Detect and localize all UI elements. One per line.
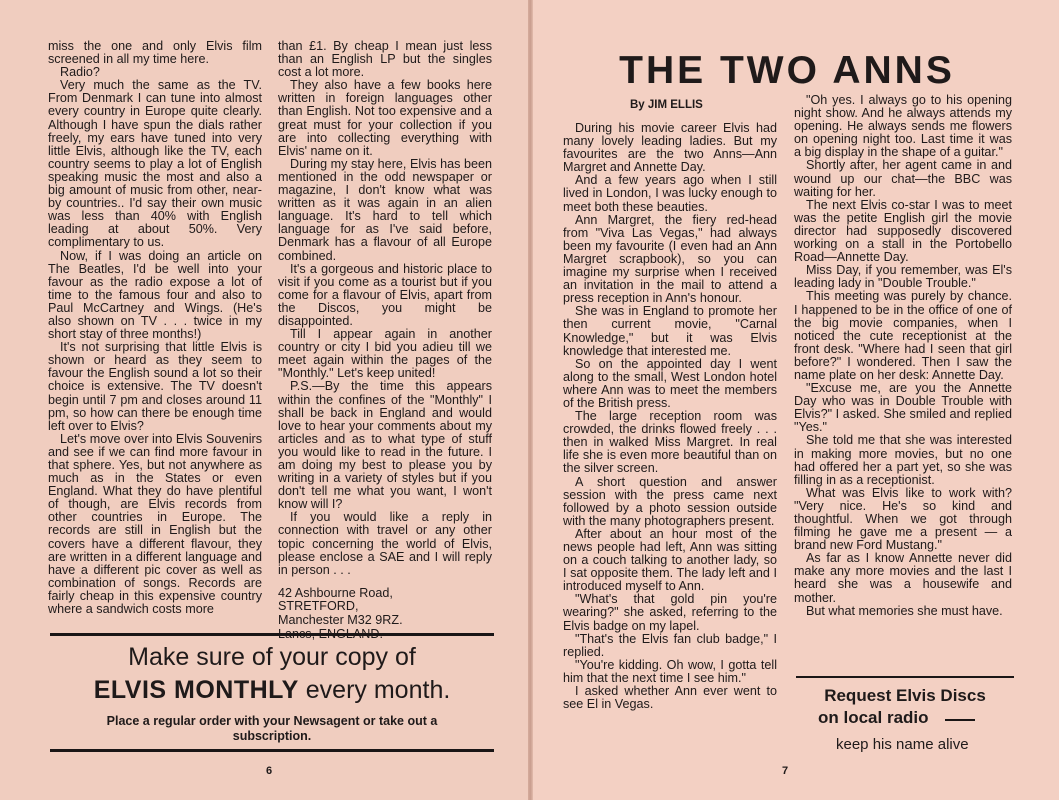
left-column-1 (48, 40, 262, 616)
paragraph: During my stay here, Elvis has been mentioned in the odd newspaper or magazine, I don't know what was written as it was again in an alien language. It's hard to tell which language for as I've said before, Denmark has a flavour of all Europe combined. (278, 156, 492, 263)
ad-headline: Make sure of your copy of (128, 643, 416, 671)
paragraph: If you would like a reply in connection with travel or any other topic concerning the world of Elvis, please enclose a SAE and I will reply in person . . . (278, 510, 492, 577)
paragraph: She was in England to promote her then current movie, "Carnal Knowledge," but it was Elvis knowledge that interested me. (563, 304, 777, 358)
article-title: THE TWO ANNS (619, 49, 955, 92)
paragraph: "You're kidding. Oh wow, I gotta tell him that the next time I see him." (563, 657, 777, 685)
paragraph: But what memories she must have. (806, 603, 1003, 618)
ad-bottom-rule (50, 749, 494, 752)
ad-brand-suffix: every month. (305, 676, 451, 704)
request-headline: Request Elvis Discs (824, 686, 986, 705)
paragraph: Radio? (60, 65, 100, 80)
address-line: Manchester M32 9RZ. (278, 613, 403, 628)
page-number-right: 7 (782, 765, 789, 777)
ad-subscription-text: Place a regular order with your Newsagent or take out a subscription. (106, 714, 438, 743)
paragraph: Let's move over into Elvis Souvenirs and see if we can find more favour in that sphere. Yes, but not anywhere as much as in the States or even England. What they do have plentiful of though, are Elvis records from other countries in Europe. The records are still in English but the covers have a different flavour, they are written in a different language and have a different pic cover as well as combination of songs. Records are fairly cheap in this expensive country where a sandwich costs more (48, 431, 262, 617)
right-column-1 (563, 122, 777, 711)
paragraph: Shortly after, her agent came in and wound up our chat—the BBC was waiting for her. (794, 158, 1012, 199)
ad-top-rule (50, 633, 494, 636)
left-column-2 (278, 40, 492, 641)
paragraph: So on the appointed day I went along to the small, West London hotel where Ann was to meet the members of the British press. (563, 356, 777, 410)
paragraph: miss the one and only Elvis film screened in all my time here. (48, 39, 262, 67)
request-dash (945, 719, 975, 721)
paragraph: "What's that gold pin you're wearing?" she asked, referring to the Elvis badge on my lapel. (563, 592, 777, 633)
paragraph: They also have a few books here written in foreign languages other than English. Not too expensive and a great must for your collection if you are into collecting everything with Elvis' name on it. (278, 78, 492, 158)
ad-brand-name: ELVIS MONTHLY (93, 676, 299, 704)
paragraph: P.S.—By the time this appears within the confines of the "Monthly" I shall be back in England and would love to hear your comments about my articles and as to what type of stuff you would like to read in the future. I am doing my best to please you by writing in a variety of styles but if you don't tell me what you want, I won't know will I? (278, 379, 492, 512)
paragraph: Till I appear again in another country or city I bid you adieu till we meet again within the pages of the "Monthly." Let's keep united! (278, 327, 492, 381)
paragraph: It's not surprising that little Elvis is shown or heard as they seem to favour the English sound a lot so their choice is extensive. The TV doesn't begin until 7 pm and closes around 11 pm, so how can there be enough time left over to Elvis? (48, 340, 262, 433)
paragraph: A short question and answer session with the press came next followed by a photo session outside with the many photographers present. (563, 474, 777, 528)
paragraph: She told me that she was interested in making more movies, but no one had offered her a part yet, so she was filling in as a receptionist. (794, 433, 1012, 487)
ad-brand-line (50, 676, 494, 704)
paragraph: The large reception room was crowded, the drinks flowed freely . . . then in walked Miss Margret. In real life she is even more beautiful than on the silver screen. (563, 409, 777, 476)
paragraph: The next Elvis co-star I was to meet was the petite English girl the movie director had supposedly discovered working on a stall in the Portobello Road—Annette Day. (794, 197, 1012, 265)
paragraph: During his movie career Elvis had many lovely leading ladies. But my favourites are the two Anns—Ann Margret and Annette Day. (563, 121, 777, 175)
paragraph: This meeting was purely by chance. I happened to be in the office of one of the big movie companies, when I noticed the cute receptionist at the front desk. "Where had I seen that girl before?" I wondered. Then I saw the name plate on her desk: Annette Day. (794, 289, 1012, 382)
paragraph: than £1. By cheap I mean just less than an English LP but the singles cost a lot more. (278, 39, 492, 80)
request-box-rule (796, 676, 1014, 678)
paragraph: What was Elvis like to work with? "Very nice. He's so kind and thoughtful. When we got through filming he gave me a present — a brand new Ford Mustang." (794, 485, 1012, 553)
paragraph: "Excuse me, are you the Annette Day who was in Double Trouble with Elvis?" I asked. She smiled and replied "Yes." (794, 381, 1012, 435)
paragraph: "That's the Elvis fan club badge," I replied. (563, 631, 777, 659)
address-line: 42 Ashbourne Road, (278, 585, 393, 600)
paragraph: Miss Day, if you remember, was El's leading lady in "Double Trouble." (794, 263, 1012, 291)
paragraph: "Oh yes. I always go to his opening night show. And he always attends my opening. He always sends me flowers on opening night too. Last time it was a big display in the shape of a guitar." (794, 93, 1012, 160)
request-tagline: keep his name alive (836, 736, 969, 753)
address-line: STRETFORD, (278, 599, 359, 614)
paragraph: Very much the same as the TV. From Denmark I can tune into almost every country in Europe quite clearly. Although I have spun the dials rather freely, my ears have tuned into very little Elvis, although like the TV, each country seems to play a lot of English speaking music the most and also a big amount of music from other, near-by countries.. I'd say their own music was less than 40% with English leading at about 50%. Very complimentary to us. (48, 78, 262, 250)
request-subline: on local radio (818, 708, 929, 727)
paragraph: I asked whether Ann ever went to see El in Vegas. (563, 684, 777, 712)
paragraph: And a few years ago when I still lived in London, I was lucky enough to meet both these beauties. (563, 173, 777, 214)
paragraph: Ann Margret, the fiery red-head from "Viva Las Vegas," had always been my favourite (I even had an Ann Margret scrapbook), so you can imagine my surprise when I received an invitation in the mail to attend a press reception in Ann's honour. (563, 212, 777, 306)
byline: By JIM ELLIS (630, 99, 703, 111)
right-column-2 (794, 94, 1012, 618)
paragraph: Now, if I was doing an article on The Beatles, I'd be well into your favour as the radio expose a lot of time to the famous four and also to Paul McCartney and Wings. (He's also shown on TV . . . twice in my short stay of three months!) (48, 248, 262, 342)
paragraph: It's a gorgeous and historic place to visit if you come as a tourist but if you come for a flavour of Elvis, apart from the Discos, you might be disappointed. (278, 261, 492, 328)
paragraph: After about an hour most of the news people had left, Ann was sitting on a couch talking to another lady, so I sat opposite them. The lady left and I introduced myself to Ann. (563, 526, 777, 594)
paragraph: As far as I know Annette never did make any more movies and the last I heard she was a housewife and mother. (794, 551, 1012, 605)
page-number-left: 6 (266, 765, 273, 777)
